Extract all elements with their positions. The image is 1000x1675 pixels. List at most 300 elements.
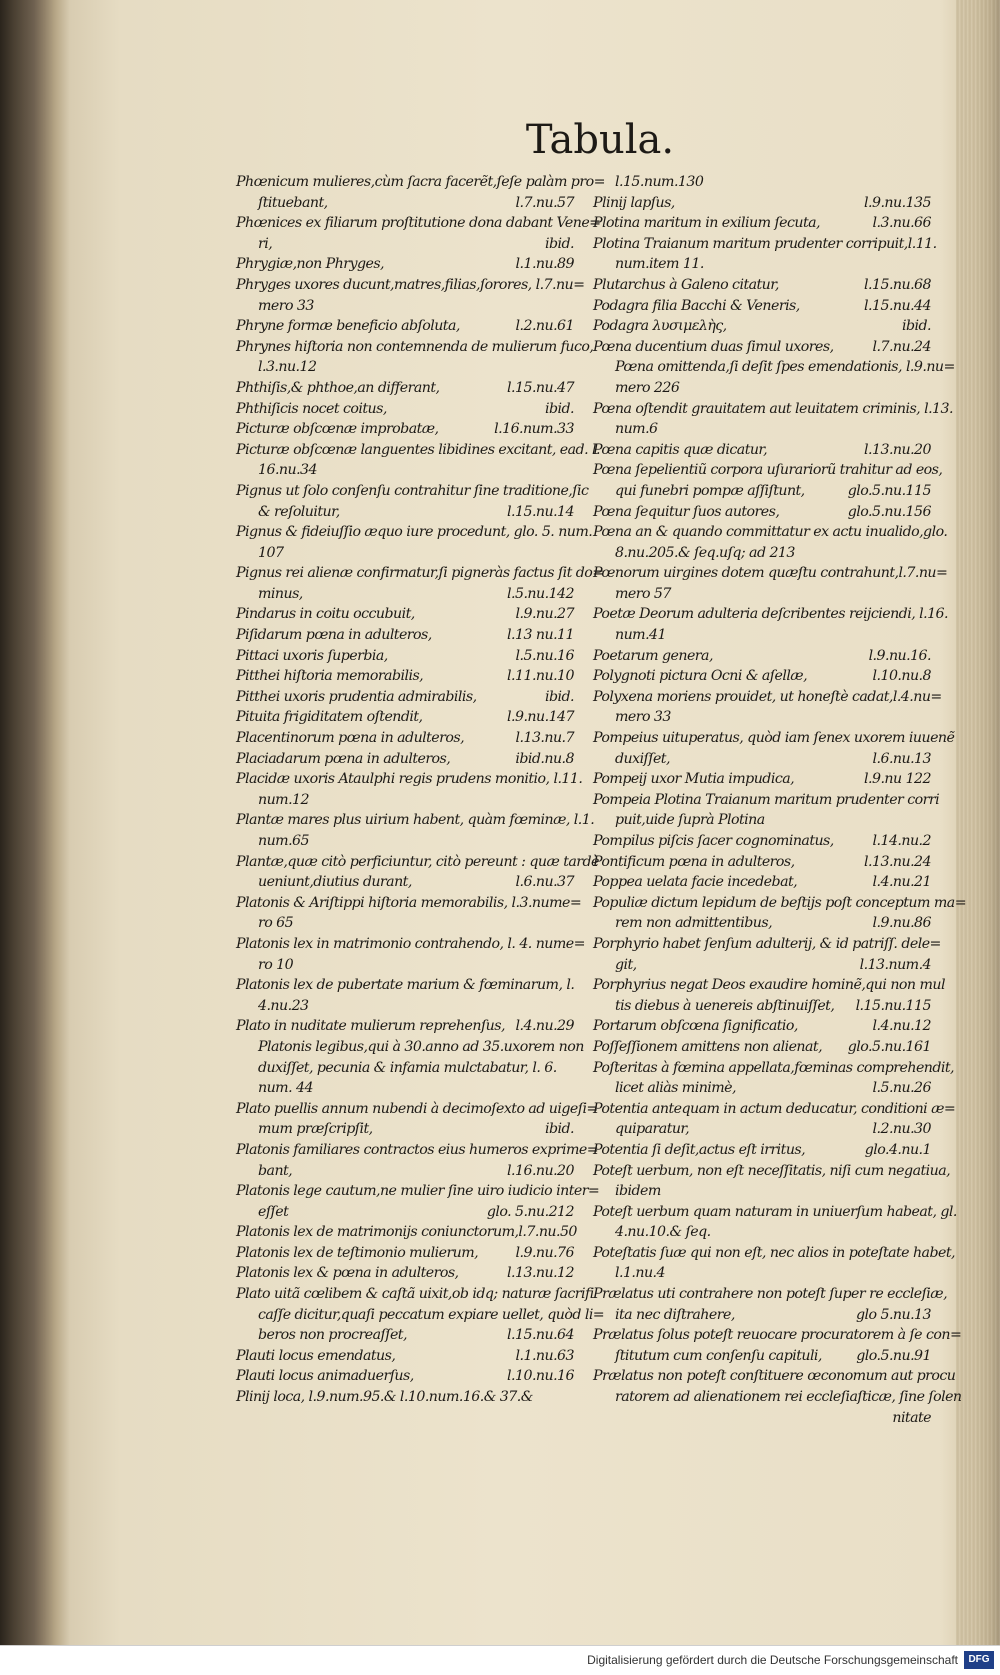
index-entry-text: Phryne formæ beneficio abſoluta, [236,318,460,335]
footer-bar [0,1645,1000,1675]
index-entry-line [593,893,967,914]
index-entry-line [236,790,574,811]
index-entry-text: Plinij loca, l.9.num.95.& l.10.num.16.& 37.& [236,1389,533,1406]
index-entry-reference: l.5.nu.26 [872,1080,931,1097]
index-entry-line [236,357,574,378]
index-entry-line [236,1161,574,1182]
index-entry-line [593,1037,931,1058]
index-entry-line [236,1305,605,1326]
index-entry-text: Pontificum pœna in adulteros, [593,853,795,870]
index-entry-text: mero 33 [615,709,671,726]
index-entry-text: rem non admittentibus, [615,915,773,932]
index-entry-text: eſſet [258,1203,289,1220]
index-entry-text: Phthiſicis nocet coitus, [236,400,387,417]
index-entry-reference: l.4.nu.12 [872,1018,931,1035]
index-entry-text: Pindarus in coitu occubuit, [236,606,415,623]
index-entry-text: mum præſcripſit, [258,1121,373,1138]
index-entry-text: duxiſſet, [615,750,670,767]
index-entry-line [593,563,948,584]
index-entry-line [236,913,574,934]
index-entry-line [593,1161,951,1182]
index-entry-text: Picturæ obſcœnæ improbatæ, [236,421,439,438]
index-entry-text: Platonis & Ariſtippi hiſtoria memorabilis, l.3.nume= [236,894,582,911]
index-entry-line [593,1119,931,1140]
index-entry-reference: l.9.nu 122 [864,771,931,788]
index-entry-text: Poſſeſſionem amittens non alienat, [593,1038,823,1055]
index-entry-reference: glo.5.nu.91 [856,1347,931,1364]
index-entry-line [593,975,945,996]
footer-credit: Digitalisierung gefördert durch die Deutsche Forschungsgemeinschaft [587,1653,958,1667]
index-entry-text: Platonis legibus,qui à 30.anno ad 35.uxorem non [258,1038,584,1055]
index-entry-text: 4.nu.23 [258,997,309,1014]
index-entry-line [236,1387,574,1408]
index-entry-reference: glo. 5.nu.212 [486,1203,574,1220]
index-entry-reference: l.13.nu.24 [864,853,931,870]
index-entry-line [236,604,574,625]
index-entry-line [593,1346,931,1367]
index-entry-reference: glo 5.nu.13 [856,1306,931,1323]
index-entry-line [236,1222,577,1243]
index-entry-text: Pompeij uxor Mutia impudica, [593,771,795,788]
index-entry-text: Pignus ut ſolo conſenſu contrahitur ſine traditione,ſic [236,482,589,499]
index-entry-text: Plotina Traianum maritum prudenter corripuit,l.11. [593,235,937,252]
index-entry-reference: l.4.nu.29 [515,1018,574,1035]
index-entry-reference: l.9.nu.86 [872,915,931,932]
index-entry-text: 107 [258,544,284,561]
index-entry-text: Porphyrio habet ſenſum adulterij, & id patriſſ. dele= [593,935,941,952]
index-entry-line [236,955,574,976]
index-entry-line [593,584,931,605]
index-entry-text: Platonis lex & pœna in adulteros, [236,1265,459,1282]
index-entry-line [593,399,953,420]
index-entry-line [236,1099,598,1120]
index-entry-text: Placidæ uxoris Ataulphi regis prudens monitio, l.11. [236,771,583,788]
index-entry-text: nitate [892,1409,931,1426]
index-entry-line [236,646,574,667]
index-entry-text: tis diebus à uenereis abſtinuiſſet, [615,997,835,1014]
index-entry-text: Poteſt uerbum quam naturam in uniuerſum habeat, gl. [593,1203,957,1220]
index-entry-line [236,810,595,831]
index-entry-line [236,1202,574,1223]
index-entry-line [236,687,574,708]
index-entry-reference: l.9.nu.147 [507,709,574,726]
index-entry-line [236,996,574,1017]
index-entry-reference: l.7.nu.57 [515,194,574,211]
index-entry-text: Poteſt uerbum, non eſt neceſſitatis, niſi cum negatiua, [593,1162,951,1179]
index-entry-text: duxiſſet, pecunia & infamia mulctabatur, l. 6. [258,1059,557,1076]
index-entry-text: Pompilus piſcis ſacer cognominatus, [593,833,834,849]
index-entry-text: bant, [258,1162,293,1179]
index-entry-reference: l.16.num.33 [494,421,574,438]
index-entry-text: Placentinorum pœna in adulteros, [236,730,465,747]
index-entry-line [593,213,931,234]
index-entry-text: minus, [258,585,303,602]
index-entry-text: ueniunt,diutius durant, [258,874,412,891]
index-entry-text: Phœnicum mulieres,cùm ſacra facerẽt,ſeſe palàm pro= [236,174,605,190]
page-edge [956,0,1000,1645]
index-entry-line [236,460,574,481]
index-entry-text: Poſteritas à fœmina appellata,fœminas comprehendit, [593,1059,955,1076]
index-entry-reference: l.13.nu.20 [864,441,931,458]
index-entry-text: Plotina maritum in exilium ſecuta, [593,215,820,232]
index-entry-text: Prælatus non poteſt conſtituere œconomum aut procu [593,1368,956,1385]
index-entry-text: Plantæ mares plus uirium habent, quàm fœminæ, l.1. [236,812,595,829]
index-entry-line [593,1366,956,1387]
index-entry-text: Pœna ſepelientiũ corpora uſurariorũ trahitur ad eos, [593,462,943,479]
index-entry-text: ri, [258,235,273,252]
index-entry-line [236,852,599,873]
index-entry-reference: ibid.nu.8 [515,750,574,767]
index-entry-text: Pœna an & quando committatur ex actu inualido,glo. [593,524,948,541]
index-entry-line [236,502,574,523]
index-entry-line [593,378,931,399]
index-entry-line [236,934,585,955]
index-entry-reference: l.13.nu.12 [507,1265,574,1282]
index-entry-line [236,749,574,770]
index-entry-reference: l.15.nu.44 [864,297,931,314]
index-entry-reference: l.2.nu.30 [872,1121,931,1138]
index-entry-text: Platonis lex in matrimonio contrahendo, l. 4. nume= [236,935,585,952]
index-entry-reference: l.1.nu.89 [515,256,574,273]
index-entry-text: Picturæ obſcœnæ languentes libidines excitant, ead. l. [236,441,600,458]
index-entry-text: Pœna ducentium duas ſimul uxores, [593,338,834,355]
index-entry-text: Platonis familiares contractos eius humeros exprime= [236,1141,599,1158]
index-entry-reference: l.13 nu.11 [507,627,574,644]
index-entry-text: Pœnorum uirgines dotem quæſtu contrahunt,l.7.nu= [593,565,948,582]
index-entry-line [236,337,594,358]
index-entry-reference: l.5.nu.142 [507,585,574,602]
index-entry-text: Podagra filia Bacchi & Veneris, [593,297,800,314]
index-entry-line [236,1366,574,1387]
index-entry-reference: l.6.nu.37 [515,874,574,891]
index-entry-line [236,234,574,255]
index-entry-text: Placiadarum pœna in adulteros, [236,750,451,767]
index-entry-text: mero 33 [258,297,314,314]
index-entry-line [593,502,931,523]
index-entry-text: beros non procreaſſet, [258,1327,407,1344]
index-entry-line [593,852,931,873]
index-entry-text: Prælatus uti contrahere non poteſt ſuper re eccleſiæ, [593,1286,948,1303]
index-entry-text: Polygnoti pictura Ocni & aſellæ, [593,668,808,685]
index-entry-text: qui funebri pompæ aſſiſtunt, [615,482,805,499]
index-entry-text: l.3.nu.12 [258,359,317,376]
index-entry-text: Polyxena moriens prouidet, ut honeſtè cadat,l.4.nu= [593,688,942,705]
index-entry-reference: l.6.nu.13 [872,750,931,767]
index-entry-text: & reſoluitur, [258,503,340,520]
index-entry-reference: l.10.nu.16 [507,1368,574,1385]
index-entry-line [236,625,574,646]
index-entry-text: num. 44 [258,1080,313,1097]
index-entry-text: ſtituebant, [258,194,328,211]
index-entry-text: Poppea uelata facie incedebat, [593,874,798,891]
index-entry-line [236,1325,574,1346]
index-entry-line [236,522,593,543]
index-entry-line [593,1078,931,1099]
index-entry-reference: glo.5.nu.156 [847,503,931,520]
index-entry-line [593,337,931,358]
index-entry-line [593,543,931,564]
index-entry-line [593,1408,931,1429]
index-entry-text: puit,uide ſuprà Plotina [615,812,765,829]
index-entry-line [593,172,931,193]
index-entry-line [593,460,943,481]
index-entry-text: num.6 [615,421,658,438]
index-entry-text: ro 65 [258,915,294,932]
index-entry-line [593,254,931,275]
index-entry-text: Pitthei hiſtoria memorabilis, [236,668,424,685]
index-entry-text: num.65 [258,833,309,849]
index-entry-text: Poteſtatis ſuæ qui non eſt, nec alios in poteſtate habet, [593,1244,955,1261]
index-entry-line [593,522,948,543]
index-entry-line [593,707,931,728]
index-entry-text: Plauti locus emendatus, [236,1347,396,1364]
index-entry-line [593,1058,955,1079]
index-entry-line [236,172,605,193]
index-entry-line [236,1346,574,1367]
index-entry-line [593,831,931,852]
index-entry-reference: ibid. [545,1121,574,1138]
index-entry-text: Pituita frigiditatem oſtendit, [236,709,423,726]
index-column-left [236,172,605,1408]
index-entry-line [236,872,574,893]
index-entry-line [236,1058,574,1079]
index-entry-line [593,913,931,934]
index-entry-line [593,1140,931,1161]
index-entry-text: git, [615,956,637,973]
dfg-logo: DFG [964,1651,994,1669]
index-entry-text: Poetarum genera, [593,647,713,664]
index-entry-reference: l.11.nu.10 [507,668,574,685]
index-entry-text: Phthiſis,& phthoe,an differant, [236,379,440,396]
index-entry-text: Pignus & fideiuſſio æquo iure procedunt, glo. 5. num. [236,524,593,541]
index-entry-reference: l.10.nu.8 [872,668,931,685]
index-entry-line [593,790,940,811]
index-entry-text: Plato uitã cœlibem & caſtã uixit,ob idq; naturæ ſacrifi [236,1286,594,1303]
page-title: Tabula. [525,117,675,163]
index-entry-text: mero 226 [615,379,680,396]
index-entry-line [236,1243,574,1264]
index-entry-line [593,1243,955,1264]
index-entry-text: Pompeius uituperatus, quòd iam ſenex uxorem iuuenẽ [593,730,955,747]
index-entry-text: l.1.nu.4 [615,1265,665,1282]
index-entry-line [593,357,955,378]
index-entry-line [236,975,574,996]
index-entry-text: Poetæ Deorum adulteria deſcribentes reijciendi, l.16. [593,606,948,623]
index-entry-line [593,316,931,337]
index-entry-text: Plantæ,quæ citò perficiuntur, citò pereunt : quæ tardè [236,853,599,870]
index-entry-line [593,1284,948,1305]
index-entry-line [593,687,942,708]
index-entry-text: ratorem ad alienationem rei eccleſiaſticæ, ſine ſolen [615,1389,962,1406]
index-entry-reference: l.1.nu.63 [515,1347,574,1364]
index-entry-reference: glo.5.nu.115 [847,482,931,499]
index-entry-text: Prælatus ſolus poteſt reuocare procuratorem à ſe con= [593,1327,962,1344]
index-entry-line [593,419,931,440]
index-entry-line [593,1181,931,1202]
index-entry-text: Phryges uxores ducunt,matres,filias,ſorores, l.7.nu= [236,276,585,293]
index-entry-text: Plinij lapſus, [593,194,675,211]
index-entry-text: Platonis lex de pubertate marium & fœminarum, l. [236,977,575,994]
index-entry-line [593,1099,956,1120]
index-entry-text: Pompeia Plotina Traianum maritum prudenter corri [593,791,940,808]
index-entry-text: Pignus rei alienæ confirmatur,ſi pigneràs factus ſit do= [236,565,604,582]
index-entry-reference: l.15.nu.47 [507,379,574,396]
index-entry-text: ſtitutum cum conſenſu capituli, [615,1347,822,1364]
index-entry-line [593,1263,931,1284]
index-entry-line [236,296,574,317]
index-entry-line [593,955,931,976]
index-entry-line [593,296,931,317]
index-entry-line [236,707,574,728]
index-entry-reference: ibid. [545,235,574,252]
index-entry-text: Porphyrius negat Deos exaudire hominẽ,qui non mul [593,977,945,994]
index-entry-reference: l.9.nu.27 [515,606,574,623]
index-entry-text: num.item 11. [615,256,704,273]
index-entry-text: Populiæ dictum lepidum de beſtijs poſt conceptum ma= [593,894,967,911]
index-entry-reference: l.4.nu.21 [872,874,931,891]
index-entry-line [593,728,955,749]
index-entry-line [593,1325,962,1346]
index-entry-line [593,1222,931,1243]
index-entry-text: ro 10 [258,956,294,973]
index-entry-line [236,399,574,420]
index-entry-line [593,934,941,955]
index-entry-text: num.12 [258,791,309,808]
index-entry-line [236,193,574,214]
index-entry-reference: l.9.nu.76 [515,1244,574,1261]
index-entry-reference: l.2.nu.61 [515,318,574,335]
index-entry-line [236,563,604,584]
index-entry-line [593,769,931,790]
index-entry-line [236,419,574,440]
index-entry-text: Platonis lege cautum,ne mulier ſine uiro iudicio inter= [236,1183,600,1200]
index-entry-reference: ibid. [545,400,574,417]
index-entry-reference: glo.5.nu.161 [847,1038,931,1055]
index-entry-line [593,810,931,831]
index-entry-text: num.41 [615,627,666,644]
index-entry-text: Platonis lex de matrimonijs coniunctorum,l.7.nu.50 [236,1224,577,1241]
index-entry-text: Pitthei uxoris prudentia admirabilis, [236,688,477,705]
index-entry-text: ibidem [615,1183,661,1200]
index-entry-line [236,254,574,275]
index-entry-text: Potentia antequam in actum deducatur, conditioni æ= [593,1100,956,1117]
index-entry-line [236,893,582,914]
index-entry-text: Piſidarum pœna in adulteros, [236,627,432,644]
index-entry-line [236,1140,599,1161]
index-entry-text: ita nec diſtrahere, [615,1306,735,1323]
index-entry-text: 8.nu.205.& ſeq.uſq; ad 213 [615,544,795,561]
index-entry-line [236,584,574,605]
index-entry-line [236,769,583,790]
index-entry-text: 16.nu.34 [258,462,318,479]
index-entry-text: Phrygiæ,non Phryges, [236,256,385,273]
index-entry-text: Platonis lex de teſtimonio mulierum, [236,1244,479,1261]
index-entry-reference: l.15.nu.68 [864,276,931,293]
index-entry-text: Pœna capitis quæ dicatur, [593,441,768,458]
index-entry-line [593,440,931,461]
index-entry-line [593,996,931,1017]
index-entry-text: Portarum obſcœna ſignificatio, [593,1018,798,1035]
index-entry-text: Pœna ſequitur ſuos autores, [593,503,780,520]
index-entry-text: Podagra λυσιμελὴς, [593,318,727,335]
index-entry-line [593,625,931,646]
index-entry-line [236,543,574,564]
index-entry-line [236,1037,584,1058]
index-entry-line [236,1263,574,1284]
index-entry-line [236,728,574,749]
index-entry-text: Plutarchus à Galeno citatur, [593,276,779,293]
index-entry-text: 4.nu.10.& ſeq. [615,1224,711,1241]
index-entry-line [593,646,931,667]
index-entry-text: Pœna omittenda,ſi deſit ſpes emendationis, l.9.nu= [615,359,955,376]
index-entry-reference: l.13.num.4 [859,956,931,973]
index-entry-reference: l.14.nu.2 [872,833,931,849]
index-entry-line [236,1119,574,1140]
index-entry-text: Pittaci uxoris ſuperbia, [236,647,388,664]
index-entry-reference: glo.4.nu.1 [864,1141,931,1158]
index-entry-line [593,1202,957,1223]
index-entry-reference: ibid. [545,688,574,705]
index-entry-line [236,316,574,337]
index-entry-reference: l.15.nu.64 [507,1327,574,1344]
index-entry-line [593,481,931,502]
index-entry-line [236,481,589,502]
index-entry-line [236,275,585,296]
index-entry-text: Phœnices ex filiarum proſtitutione dona dabant Vene= [236,215,601,232]
index-entry-line [593,749,931,770]
index-entry-reference: ibid. [902,318,931,335]
index-entry-reference: l.5.nu.16 [515,647,574,664]
index-entry-line [236,440,600,461]
index-entry-line [236,1078,574,1099]
index-entry-reference: l.15.nu.115 [855,997,931,1014]
index-entry-text: licet aliàs minimè, [615,1080,736,1097]
index-entry-reference: l.16.nu.20 [507,1162,574,1179]
index-entry-line [236,378,574,399]
index-entry-reference: l.15.nu.14 [507,503,574,520]
index-column-right [593,172,967,1428]
index-entry-text: Plauti locus animaduerſus, [236,1368,414,1385]
index-entry-text: caſſe dicitur,quaſi peccatum expiare uellet, quòd li= [258,1306,605,1323]
index-entry-line [593,1305,931,1326]
index-entry-text: Plato puellis annum nubendi à decimoſexto ad uigeſi= [236,1100,598,1117]
index-entry-reference: l.3.nu.66 [872,215,931,232]
index-entry-line [593,234,937,255]
index-entry-line [593,872,931,893]
index-entry-reference: l.9.nu.16. [868,647,931,664]
index-entry-line [593,275,931,296]
index-entry-line [593,666,931,687]
index-entry-line [593,193,931,214]
index-entry-line [593,1016,931,1037]
index-entry-reference: l.7.nu.24 [872,338,931,355]
index-entry-reference: l.9.nu.135 [864,194,931,211]
index-entry-text: Plato in nuditate mulierum reprehenſus, [236,1018,505,1035]
index-entry-text: l.15.num.130 [615,174,704,190]
index-entry-line [593,604,948,625]
index-entry-text: quiparatur, [615,1121,690,1138]
index-entry-line [236,831,574,852]
index-entry-text: Potentia ſi deſit,actus eſt irritus, [593,1141,806,1158]
index-entry-text: Phrynes hiſtoria non contemnenda de mulierum fuco, [236,338,594,355]
index-entry-text: mero 57 [615,585,671,602]
index-entry-line [236,1181,600,1202]
index-entry-text: Pœna oſtendit grauitatem aut leuitatem criminis, l.13. [593,400,953,417]
index-entry-line [236,1016,574,1037]
index-entry-line [593,1387,962,1408]
index-entry-line [236,1284,594,1305]
index-entry-line [236,666,574,687]
